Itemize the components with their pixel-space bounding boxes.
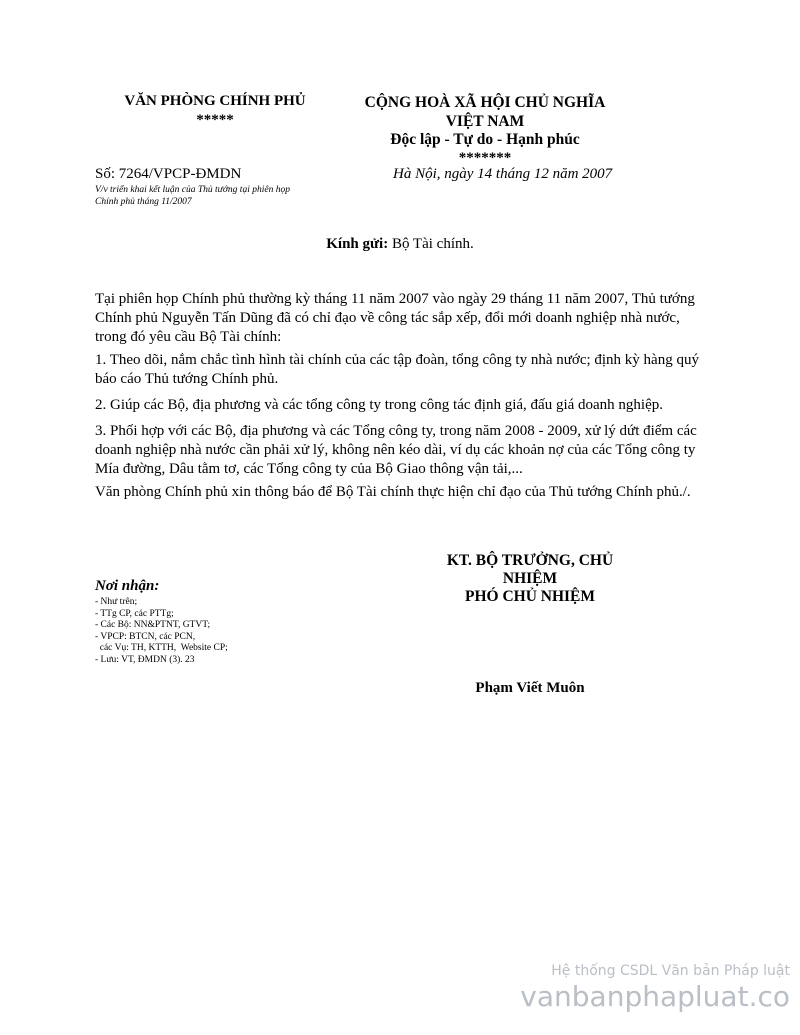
agency-separator: ***** <box>196 112 234 128</box>
body-item-3: 3. Phối hợp với các Bộ, địa phương và các Tổng công ty, trong năm 2008 - 2009, xử lý dứt điểm các doanh nghiệp nhà nước cần phải xử lý, không nên kéo dài, ví dụ các khoản nợ của các Tổng công ty Mía đường, Dâu tằm tơ, các Tổng công ty của Bộ Giao thông vận tải,... <box>95 423 697 477</box>
signer-title-line3: PHÓ CHỦ NHIỆM <box>464 588 596 605</box>
place-and-date: Hà Nội, ngày 14 tháng 12 năm 2007 <box>393 166 613 182</box>
recipient-item: các Vụ: TH, KTTH, Website CP; <box>95 643 228 653</box>
national-title-line2: VIỆT NAM <box>445 113 525 130</box>
document-number: Số: 7264/VPCP-ĐMDN <box>95 166 242 182</box>
signer-name: Phạm Viết Muôn <box>475 680 585 696</box>
signer-title-line2: NHIỆM <box>502 570 558 587</box>
issuing-agency: VĂN PHÒNG CHÍNH PHỦ <box>124 93 306 109</box>
watermark-line1: Hệ thống CSDL Văn bản Pháp luật <box>551 963 790 979</box>
national-title-line1: CỘNG HOÀ XÃ HỘI CHỦ NGHĨA <box>364 94 606 111</box>
motto-separator: ******* <box>458 150 512 166</box>
body-closing: Văn phòng Chính phủ xin thông báo để Bộ Tài chính thực hiện chỉ đạo của Thủ tướng Chính phủ./. <box>95 484 691 500</box>
recipient-item: - Lưu: VT, ĐMDN (3). 23 <box>95 654 195 665</box>
body-item-1: 1. Theo dõi, nắm chắc tình hình tài chính của các tập đoàn, tổng công ty nhà nước; định kỳ hàng quý báo cáo Thủ tướng Chính phủ. <box>95 352 699 387</box>
recipients-heading: Nơi nhận: <box>95 578 160 594</box>
body-item-2: 2. Giúp các Bộ, địa phương và các tổng công ty trong công tác định giá, đấu giá doanh nghiệp. <box>95 397 664 413</box>
recipient-label: Kính gửi: <box>326 236 389 252</box>
recipient-line <box>0 236 800 253</box>
national-motto: Độc lập - Tự do - Hạnh phúc <box>390 131 580 148</box>
subject-line1: V/v triển khai kết luận của Thủ tướng tại phiên họp <box>95 185 290 195</box>
recipient-item: - Như trên; <box>95 597 138 607</box>
subject-line2: Chính phủ tháng 11/2007 <box>95 197 192 207</box>
recipient-item: - Các Bộ: NN&PTNT, GTVT; <box>95 620 211 630</box>
recipient-item: - VPCP: BTCN, các PCN, <box>95 631 196 642</box>
recipient-item: - TTg CP, các PTTg; <box>95 608 174 619</box>
body-intro: Tại phiên họp Chính phủ thường kỳ tháng 11 năm 2007 vào ngày 29 tháng 11 năm 2007, Thủ tướng Chính phủ Nguyễn Tấn Dũng đã có chỉ đạo về công tác sắp xếp, đổi mới doanh nghiệp nhà nước, trong đó yêu cầu Bộ Tài chính: <box>95 291 695 345</box>
signer-title <box>430 552 630 606</box>
recipient-name: Bộ Tài chính. <box>388 236 474 252</box>
national-title <box>345 93 625 131</box>
document-subject <box>95 184 335 208</box>
watermark-line2: vanbanphapluat.co <box>520 980 790 1013</box>
site-watermark <box>520 963 790 1015</box>
recipients-list <box>95 597 228 666</box>
signer-title-line1: KT. BỘ TRƯỞNG, CHỦ <box>446 552 614 569</box>
